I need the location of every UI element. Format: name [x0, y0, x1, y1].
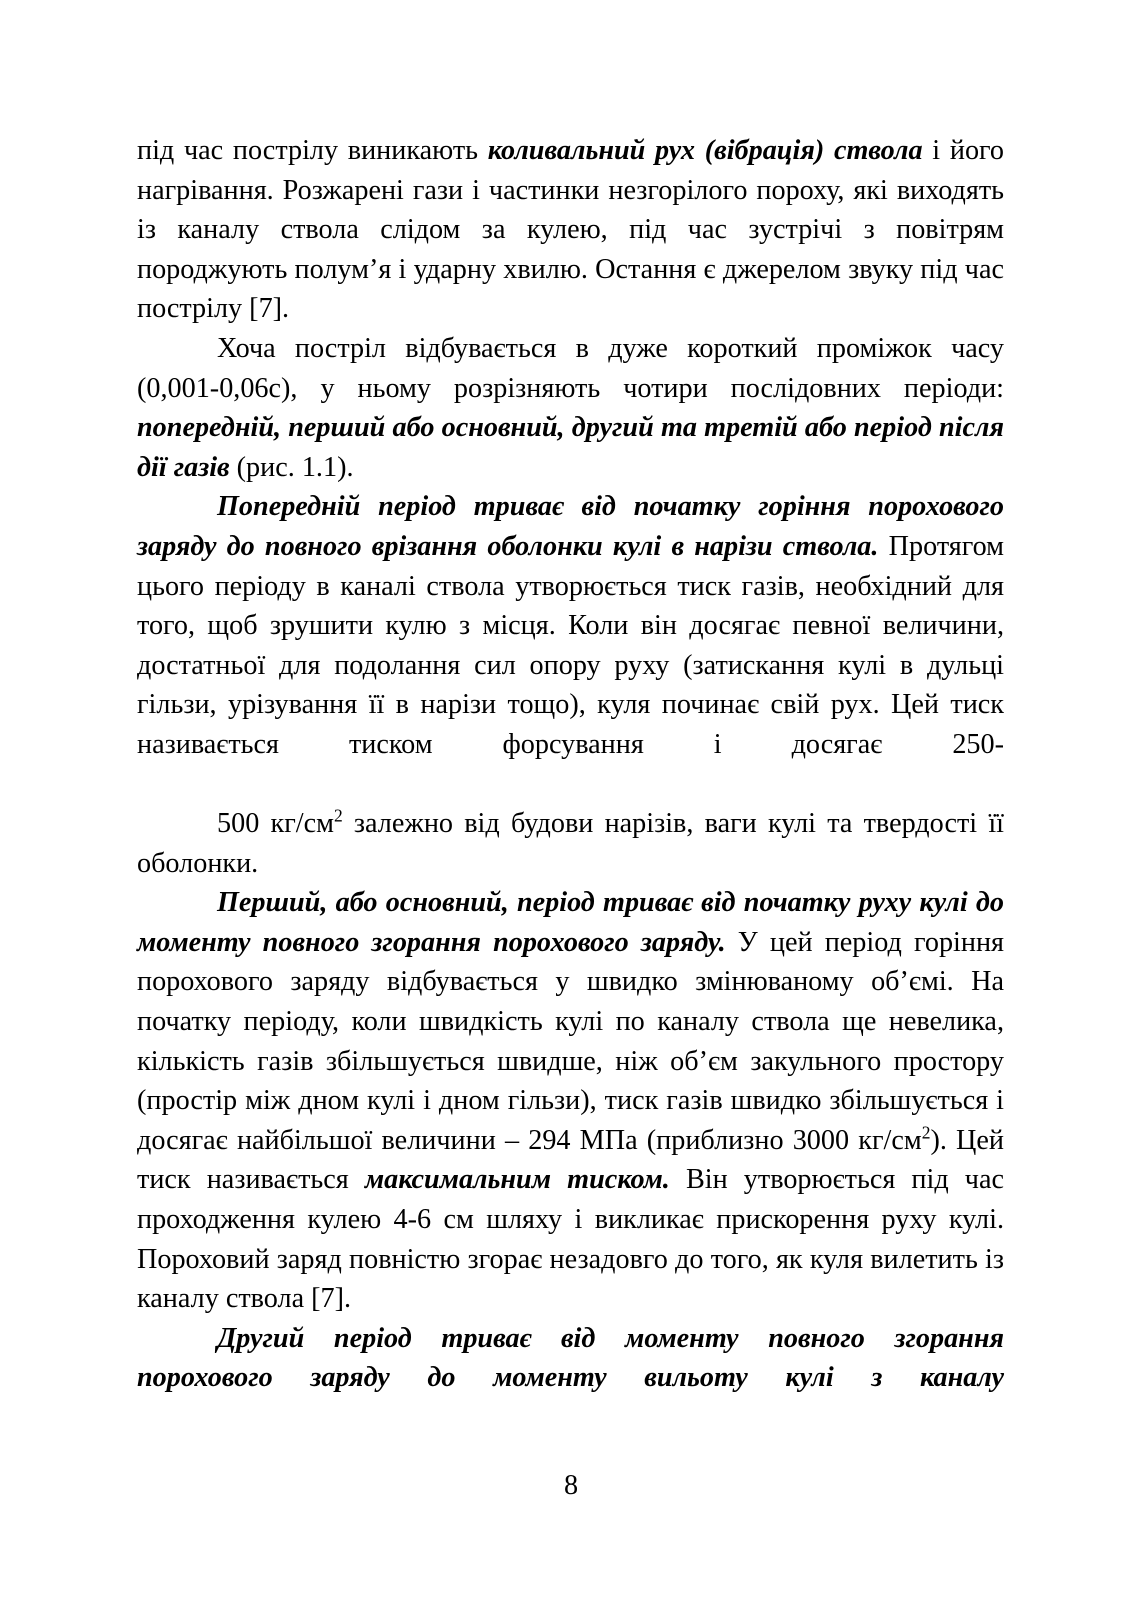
paragraph-5 — [137, 883, 1004, 1319]
text-run: і його нагрівання. Розжарені гази і частинки незгорілого пороху, які виходять із каналу ствола слідом за кулею, під час зустрічі з повітрям породжують полум’я і ударну хвилю. Остання є джерелом звуку під час пострілу [7]. — [137, 135, 1005, 325]
emphasized-term: коливальний рух (вібрація) ствола — [487, 135, 923, 166]
emphasized-term: Другий період триває від моменту повного згорання порохового заряду до моменту вильоту кулі з каналу — [137, 1322, 1004, 1394]
superscript-unit-exponent: 2 — [333, 805, 343, 826]
emphasized-term: попередній, перший або основний, другий та третій або період після дії газів — [137, 412, 1004, 483]
text-run: У цей період горіння порохового заряду відбувається у швидко змінюваному об’ємі. На початку періоду, коли швидкість кулі по каналу ствола ще невелика, кількість газів збільшується швидше, ніж об’єм закульного простору (простір між дном кулі і дном гільзи), тиск газів швидко збільшується і досягає найбільшої величини – 294 МПа (приблизно 3000 кг/см — [137, 926, 1005, 1156]
superscript-unit-exponent: 2 — [921, 1122, 931, 1143]
text-run: залежно від будови нарізів, ваги кулі та твердості її оболонки. — [137, 808, 1004, 879]
page-body-text — [137, 131, 1004, 1438]
emphasized-term: Перший, або основний, період триває від початку руху кулі до моменту повного згорання порохового заряду. — [137, 887, 1004, 958]
text-run: Хоча постріл відбувається в дуже короткий проміжок часу (0,001-0,06с), у ньому розрізняють чотири послідовних періоди: — [137, 332, 1004, 404]
paragraph-3 — [137, 487, 1004, 804]
emphasized-term: Попередній період триває від початку горіння порохового заряду до повного врізання оболонки кулі в нарізи ствола. — [137, 491, 1004, 562]
page-number: 8 — [563, 1470, 579, 1501]
paragraph-2 — [137, 329, 1004, 487]
emphasized-term: максимальним тиском. — [364, 1164, 670, 1196]
paragraph-4 — [137, 804, 1004, 883]
text-run: 500 кг/см — [217, 808, 334, 840]
text-run: Він утворюється під час проходження кулею 4-6 см шляху і викликає прискорення руху кулі. Пороховий заряд повністю згорає незадовго до того, як куля вилетить із каналу ствола [7]. — [137, 1164, 1004, 1315]
text-run: під час пострілу виникають — [137, 135, 488, 166]
text-run: Протягом цього періоду в каналі ствола утворюється тиск газів, необхідний для того, щоб зрушити кулю з місця. Коли він досягає певної величини, достатньої для подолання сил опору руху (затискання кулі в дульці гільзи, урізування її в нарізи тощо), куля починає свій рух. Цей тиск називається тиском форсування і досягає 250- — [137, 530, 1004, 760]
text-run: (рис. 1.1). — [229, 451, 354, 483]
paragraph-6 — [137, 1319, 1004, 1438]
paragraph-1 — [137, 131, 1004, 329]
text-run: ). Цей тиск називається — [137, 1124, 1004, 1196]
